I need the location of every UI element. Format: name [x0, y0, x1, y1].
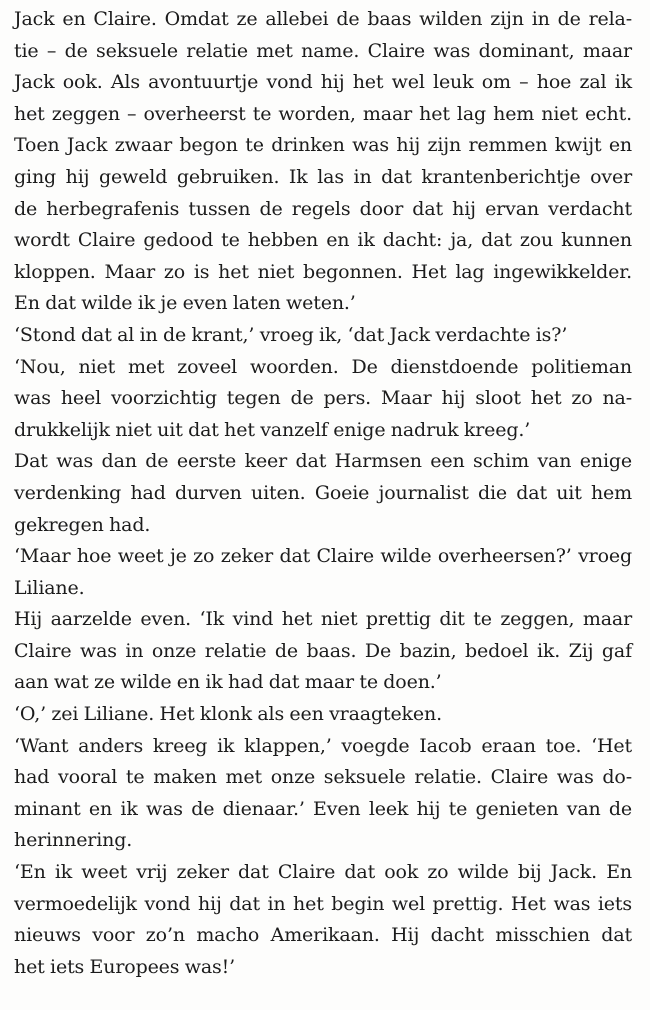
text-line: wordt Claire gedood te hebben en ik dacht: ja, dat zou kunnen	[14, 229, 632, 252]
text-line: ‘O,’ zei Liliane. Het klonk als een vraagteken.	[14, 703, 442, 726]
text-line: En dat wilde ik je even laten weten.’	[14, 292, 356, 315]
text-line: ging hij geweld gebruiken. Ik las in dat krantenberichtje over	[14, 165, 632, 188]
text-line: kloppen. Maar zo is het niet begonnen. Het lag ingewikkelder.	[14, 260, 632, 283]
text-line: verdenking had durven uiten. Goeie journalist die dat uit hem	[14, 481, 632, 504]
text-line: aan wat ze wilde en ik had dat maar te doen.’	[14, 671, 442, 694]
text-line: nieuws voor zo’n macho Amerikaan. Hij dacht misschien dat	[14, 924, 632, 947]
text-line: Jack ook. Als avontuurtje vond hij het wel leuk om – hoe zal ik	[14, 71, 632, 94]
text-line: ‘Want anders kreeg ik klappen,’ voegde Iacob eraan toe. ‘Het	[14, 734, 632, 757]
text-line: vermoedelijk vond hij dat in het begin wel prettig. Het was iets	[14, 892, 632, 915]
text-line: ‘Stond dat al in de krant,’ vroeg ik, ‘dat Jack verdachte is?’	[14, 323, 568, 346]
text-line: ‘Nou, niet met zoveel woorden. De dienstdoende politieman	[14, 355, 632, 378]
text-line: Jack en Claire. Omdat ze allebei de baas wilden zijn in de rela-	[14, 8, 632, 30]
text-line: het zeggen – overheerst te worden, maar het lag hem niet echt.	[14, 102, 632, 125]
text-line: was heel voorzichtig tegen de pers. Maar hij sloot het zo na-	[14, 387, 632, 410]
text-line: had vooral te maken met onze seksuele relatie. Claire was do-	[14, 766, 632, 789]
text-line: Claire was in onze relatie de baas. De bazin, bedoel ik. Zij gaf	[14, 639, 632, 662]
text-line: herinnering.	[14, 829, 133, 852]
text-line: ‘Maar hoe weet je zo zeker dat Claire wilde overheersen?’ vroeg	[14, 545, 632, 568]
text-line: Hij aarzelde even. ‘Ik vind het niet prettig dit te zeggen, maar	[14, 608, 632, 631]
text-line: de herbegrafenis tussen de regels door dat hij ervan verdacht	[14, 197, 632, 220]
text-line: tie – de seksuele relatie met name. Claire was dominant, maar	[14, 39, 632, 62]
text-line: minant en ik was de dienaar.’ Even leek hij te genieten van de	[14, 797, 632, 820]
text-line: drukkelijk niet uit dat het vanzelf enige nadruk kreeg.’	[14, 418, 531, 441]
text-line: het iets Europees was!’	[14, 955, 236, 978]
text-line: gekregen had.	[14, 513, 151, 536]
text-line: ‘En ik weet vrij zeker dat Claire dat ook zo wilde bij Jack. En	[14, 861, 632, 884]
text-line: Toen Jack zwaar begon te drinken was hij zijn remmen kwijt en	[14, 134, 632, 157]
text-line: Dat was dan de eerste keer dat Harmsen een schim van enige	[14, 450, 632, 473]
body-text	[14, 4, 632, 983]
text-line: Liliane.	[14, 576, 85, 599]
